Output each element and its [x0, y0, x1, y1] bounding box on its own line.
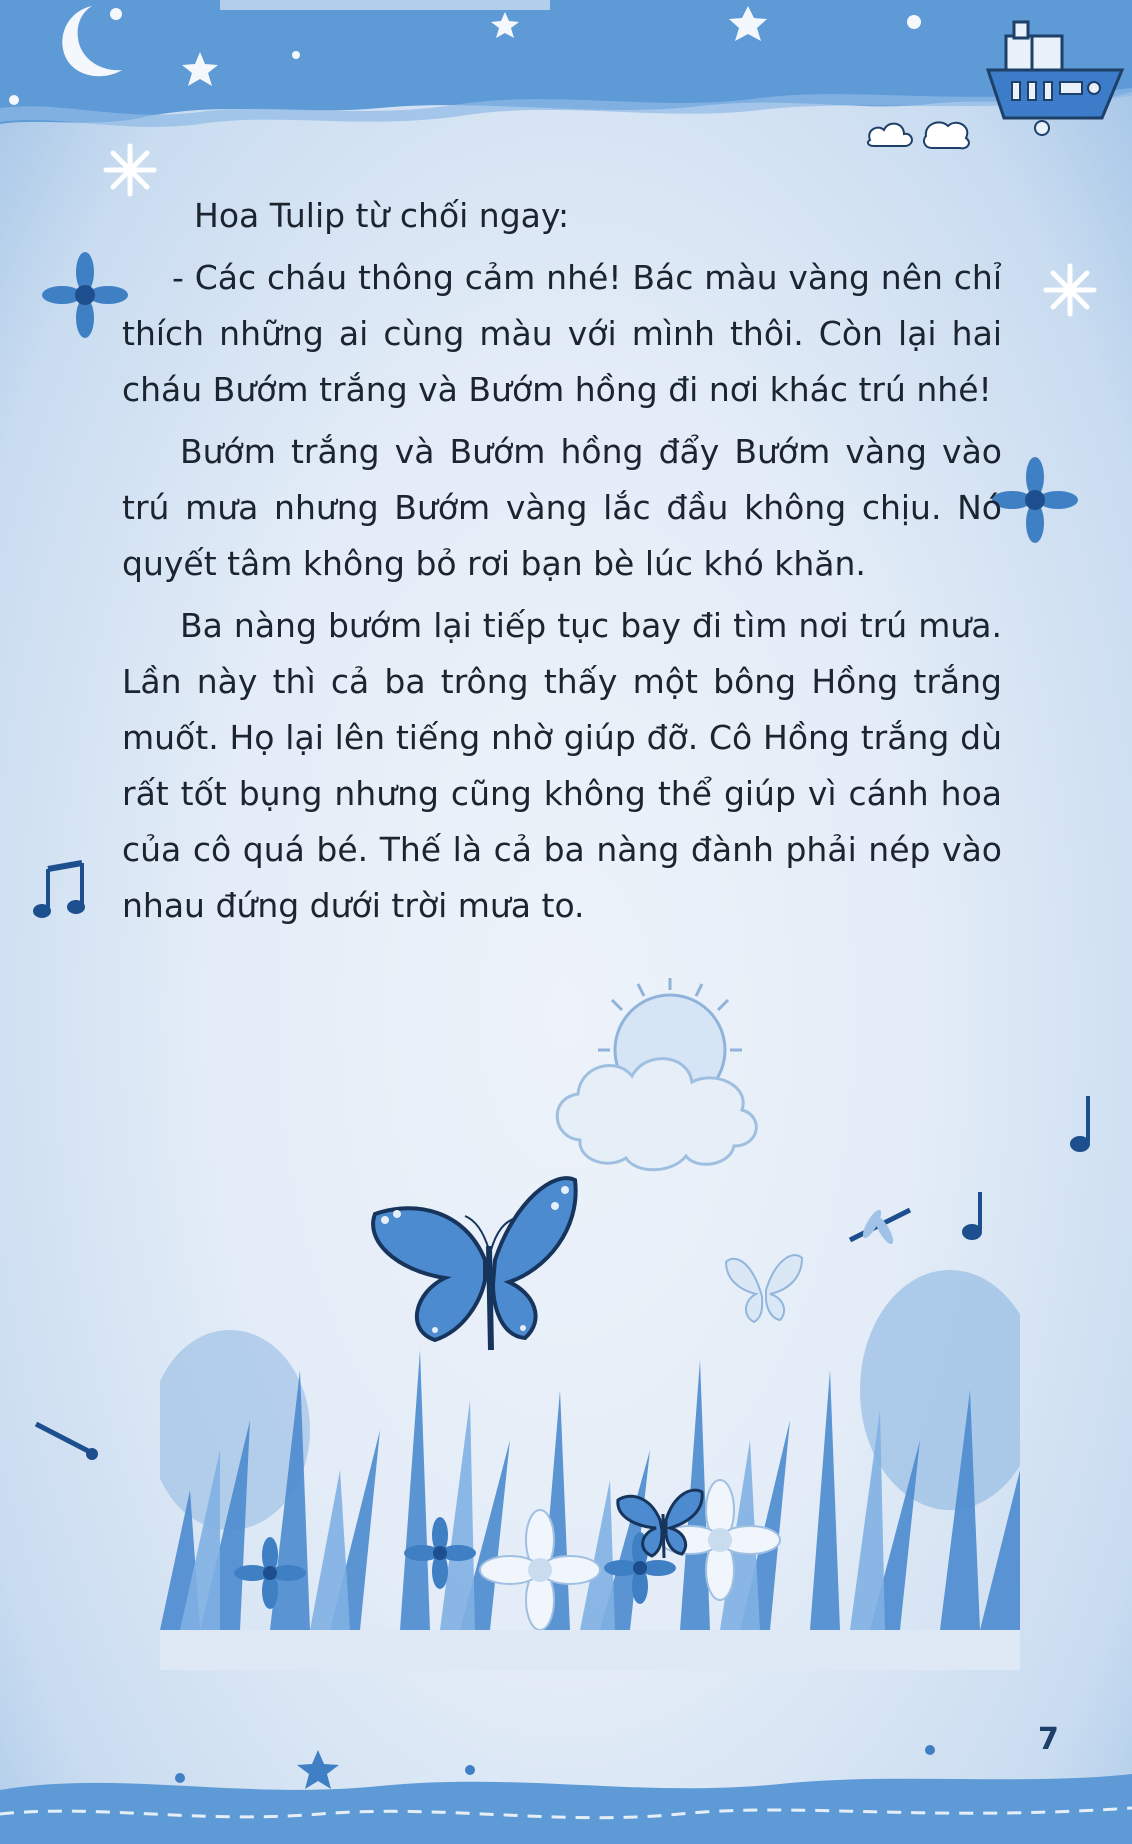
- paragraph: Ba nàng bướm lại tiếp tục bay đi tìm nơi trú mưa. Lần này thì cả ba trông thấy một bông Hồng trắng muốt. Họ lại lên tiếng nhờ giúp đỡ. Cô Hồng trắng dù rất tốt bụng nhưng cũng không thể giúp vì cánh hoa của cô quá bé. Thế là cả ba nàng đành phải nép vào nhau đứng dưới trời mưa to.: [122, 606, 1002, 925]
- dragonfly-icon: [30, 1414, 100, 1464]
- dragonfly-icon: [850, 1208, 910, 1247]
- butterfly-garden-illustration: [160, 970, 1020, 1670]
- snowflake-icon: [40, 250, 130, 340]
- boat-icon: [982, 18, 1132, 148]
- music-note-icon: [30, 855, 100, 925]
- star-icon: [297, 1750, 339, 1789]
- star-icon: [182, 52, 218, 86]
- star-icon: [729, 6, 767, 41]
- footer-band: [0, 1690, 1132, 1844]
- butterfly-icon: [726, 1255, 802, 1322]
- star-icon: [491, 12, 519, 38]
- cloud-icon: [860, 110, 980, 156]
- page-number: 7: [1038, 1722, 1059, 1757]
- snowflake-icon: [1040, 260, 1100, 320]
- paragraph: Bướm trắng và Bướm hồng đẩy Bướm vàng vào trú mưa nhưng Bướm vàng lắc đầu không chịu. Nó quyết tâm không bỏ rơi bạn bè lúc khó khăn.: [122, 432, 1002, 583]
- butterfly-icon: [373, 1178, 576, 1350]
- story-text: [122, 188, 1002, 940]
- flower-icon: [990, 455, 1080, 545]
- cloud-icon: [557, 1059, 756, 1170]
- paragraph: Hoa Tulip từ chối ngay:: [194, 196, 570, 235]
- paragraph: - Các cháu thông cảm nhé! Bác màu vàng nên chỉ thích những ai cùng màu với mình thôi. Còn lại hai cháu Bướm trắng và Bướm hồng đi nơi khác trú nhé!: [122, 258, 1002, 409]
- music-note-icon: [1062, 1090, 1102, 1160]
